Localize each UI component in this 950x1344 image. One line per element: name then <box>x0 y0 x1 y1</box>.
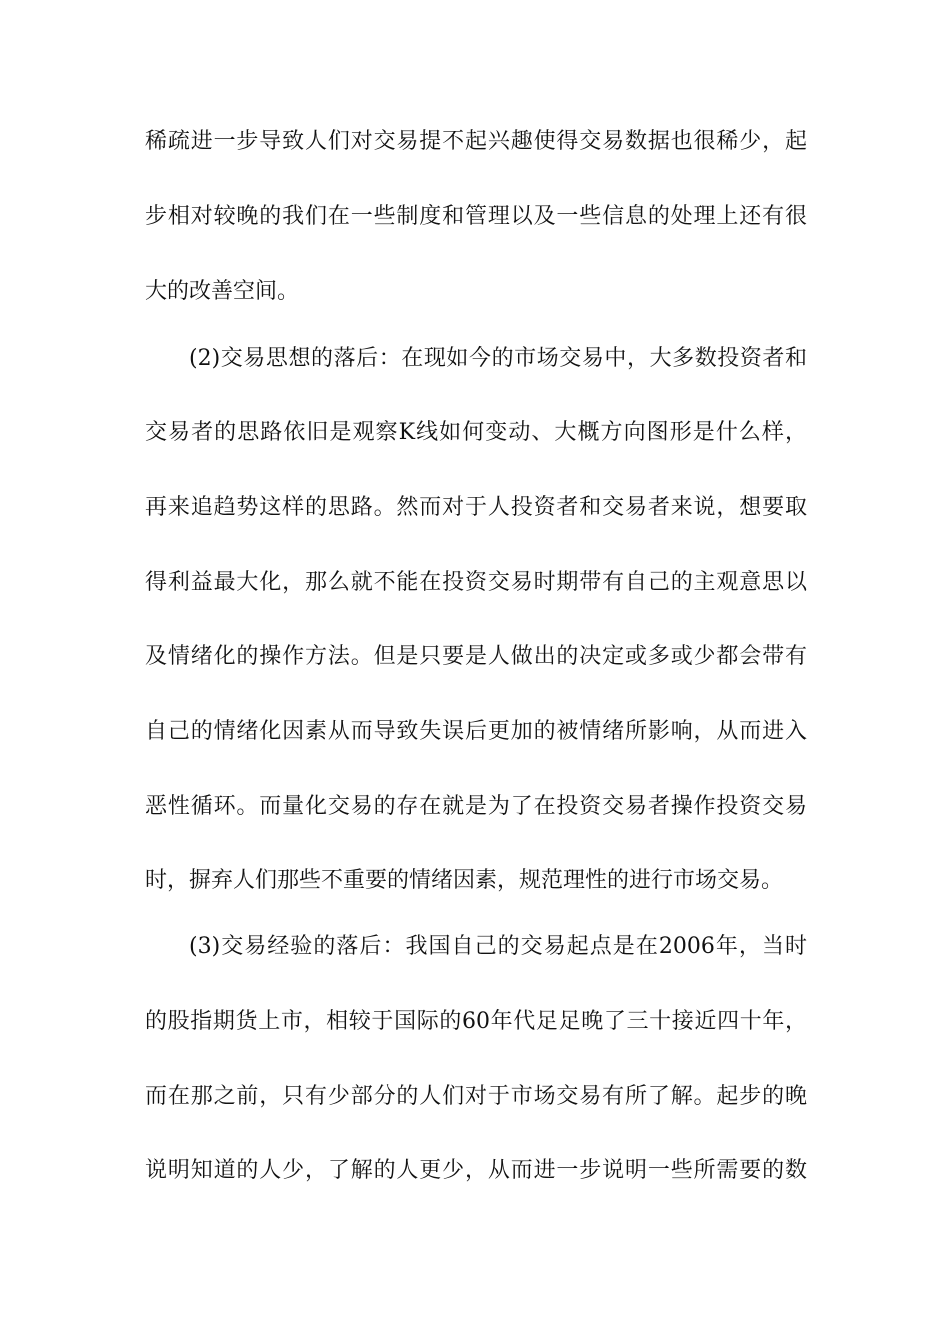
text-line: 而在那之前，只有少部分的人们对于市场交易有所了解。起步的晚 <box>145 1084 807 1109</box>
text-line: 大的改善空间。 <box>145 279 300 304</box>
text-line: 及情绪化的操作方法。但是只要是人做出的决定或多或少都会带有 <box>145 644 807 669</box>
text-line: 得利益最大化，那么就不能在投资交易时期带有自己的主观意思以 <box>145 570 807 595</box>
paragraph-start-line: (2)交易思想的落后：在现如今的市场交易中，大多数投资者和 <box>189 346 807 371</box>
text-line: 的股指期货上市，相较于国际的60年代足足晚了三十接近四十年， <box>145 1009 807 1034</box>
text-line: 恶性循环。而量化交易的存在就是为了在投资交易者操作投资交易 <box>145 794 807 819</box>
text-line: 稀疏进一步导致人们对交易提不起兴趣使得交易数据也很稀少，起 <box>145 129 807 154</box>
text-line: 时，摒弃人们那些不重要的情绪因素，规范理性的进行市场交易。 <box>145 868 784 893</box>
text-line: 说明知道的人少，了解的人更少，从而进一步说明一些所需要的数 <box>145 1158 807 1183</box>
text-line: 步相对较晚的我们在一些制度和管理以及一些信息的处理上还有很 <box>145 204 807 229</box>
text-line: 交易者的思路依旧是观察K线如何变动、大概方向图形是什么样， <box>145 420 807 445</box>
text-line: 再来追趋势这样的思路。然而对于人投资者和交易者来说，想要取 <box>145 495 807 520</box>
text-line: 自己的情绪化因素从而导致失误后更加的被情绪所影响，从而进入 <box>145 719 807 744</box>
paragraph-start-line: (3)交易经验的落后：我国自己的交易起点是在2006年，当时 <box>189 934 807 959</box>
